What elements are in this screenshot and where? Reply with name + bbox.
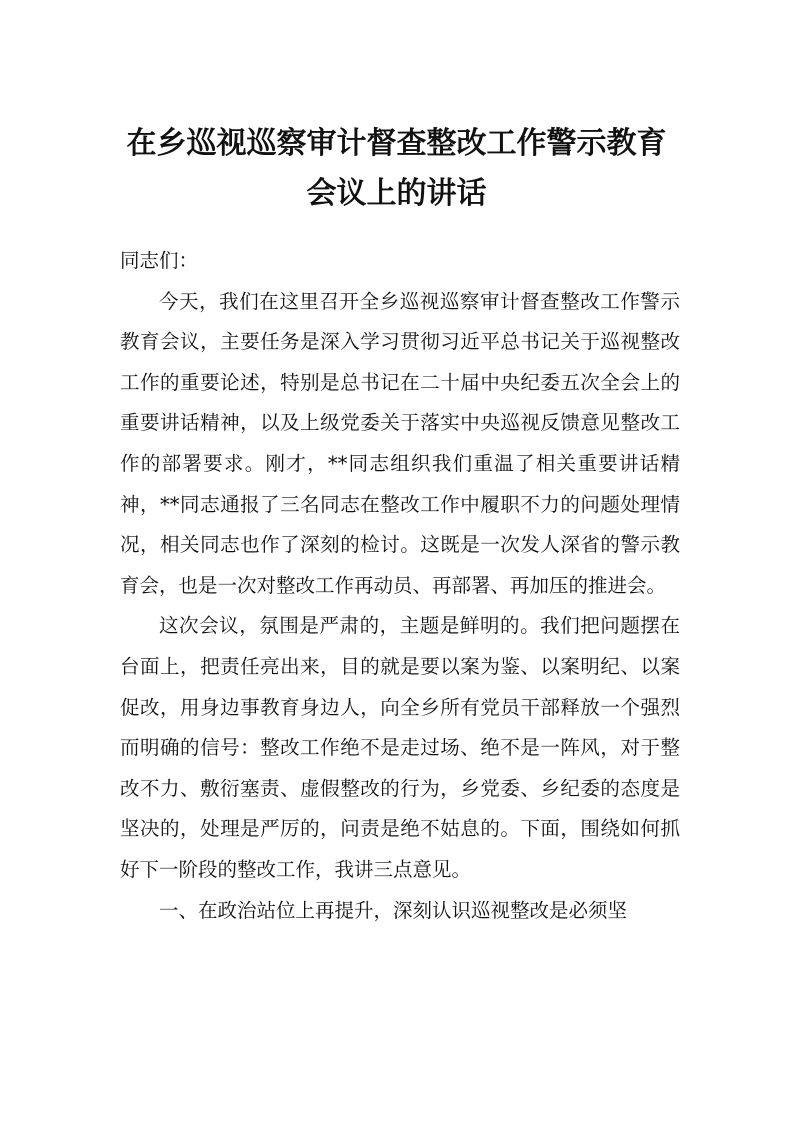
document-title-line-1: 在乡巡视巡察审计督查整改工作警示教育 xyxy=(126,126,667,161)
document-title-line-2: 会议上的讲话 xyxy=(306,176,487,211)
paragraph-3-heading: 一、在政治站位上再提升，深刻认识巡视整改是必须坚 xyxy=(159,898,628,922)
paragraph-1: 今天，我们在这里召开全乡巡视巡察审计督查整改工作警示教育会议，主要任务是深入学习贯彻习近平总书记关于巡视整改工作的重要论述，特别是总书记在二十届中央纪委五次全会上的重要讲话精神，以及上级党委关于落实中央巡视反馈意见整改工作的部署要求。刚才，**同志组织我们重温了相关重要讲话精神，**同志通报了三名同志在整改工作中履职不力的问题处理情况，相关同志也作了深刻的检讨。这既是一次发人深省的警示教育会，也是一次对整改工作再动员、再部署、再加压的推进会。 xyxy=(120,289,680,597)
salutation: 同志们： xyxy=(120,249,199,272)
paragraph-2: 这次会议，氛围是严肃的，主题是鲜明的。我们把问题摆在台面上，把责任亮出来，目的就是要以案为鉴、以案明纪、以案促改，用身边事教育身边人，向全乡所有党员干部释放一个强烈而明确的信号：整改工作绝不是走过场、绝不是一阵风，对于整改不力、敷衍塞责、虚假整改的行为，乡党委、乡纪委的态度是坚决的，处理是严厉的，问责是绝不姑息的。下面，围绕如何抓好下一阶段的整改工作，我讲三点意见。 xyxy=(120,614,680,881)
document-body xyxy=(120,241,680,931)
